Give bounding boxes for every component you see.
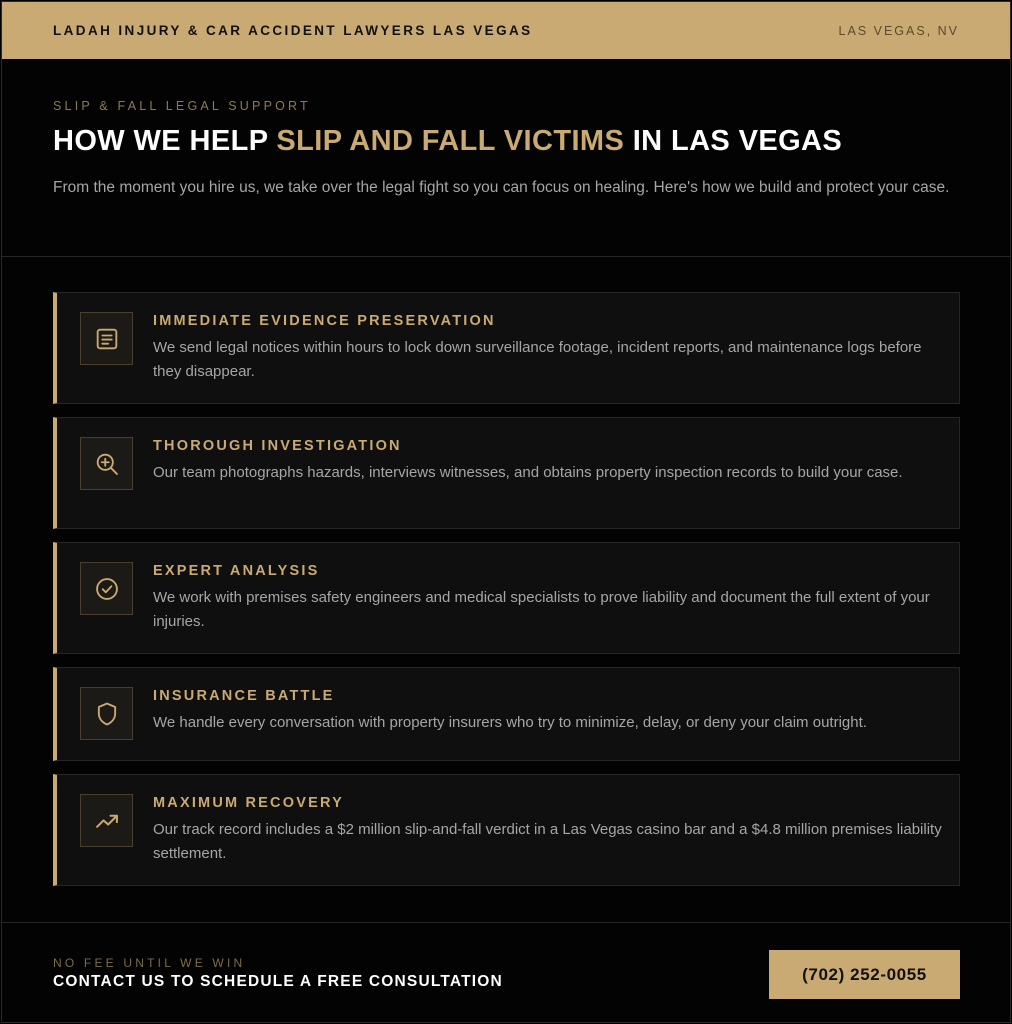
document-icon (80, 312, 133, 365)
step-description: Our team photographs hazards, interviews witnesses, and obtains property inspection records to build your case. (153, 464, 903, 481)
phone-call-button[interactable]: (702) 252-0055 (769, 950, 960, 999)
step-card-investigation (53, 417, 960, 529)
step-card-insurance (53, 667, 960, 761)
shield-icon (80, 687, 133, 740)
step-title: THOROUGH INVESTIGATION (153, 438, 402, 454)
step-title: MAXIMUM RECOVERY (153, 795, 344, 811)
hero-eyebrow: SLIP & FALL LEGAL SUPPORT (53, 99, 311, 113)
step-card-evidence (53, 292, 960, 404)
step-title: EXPERT ANALYSIS (153, 563, 320, 579)
step-description: We work with premises safety engineers and medical specialists to prove liability and document the full extent of your injuries. (153, 589, 930, 630)
magnifier-plus-icon (80, 437, 133, 490)
headline-accent: SLIP AND FALL VICTIMS (276, 125, 625, 157)
step-card-analysis (53, 542, 960, 654)
step-description: We send legal notices within hours to lock down surveillance footage, incident reports, and maintenance logs before they disappear. (153, 339, 922, 380)
step-card-recovery (53, 774, 960, 886)
top-bar (2, 2, 1010, 59)
check-circle-icon (80, 562, 133, 615)
location-label: LAS VEGAS, NV (838, 23, 959, 38)
footer-cta-text: CONTACT US TO SCHEDULE A FREE CONSULTATION (53, 973, 503, 990)
footer-cta-bar (2, 922, 1010, 1022)
footer-eyebrow: NO FEE UNTIL WE WIN (53, 956, 246, 970)
brand-name[interactable]: LADAH INJURY & CAR ACCIDENT LAWYERS LAS VEGAS (53, 23, 533, 38)
hero-section (2, 59, 1010, 257)
headline-suffix: IN LAS VEGAS (624, 125, 843, 157)
headline-prefix: HOW WE HELP (53, 125, 277, 157)
step-description: Our track record includes a $2 million slip-and-fall verdict in a Las Vegas casino bar and a $4.8 million premises liability settlement. (153, 821, 942, 862)
page-title (53, 125, 842, 158)
step-description: We handle every conversation with property insurers who try to minimize, delay, or deny your claim outright. (153, 714, 867, 731)
step-title: IMMEDIATE EVIDENCE PRESERVATION (153, 313, 496, 329)
page-frame (1, 1, 1011, 1023)
trending-up-icon (80, 794, 133, 847)
hero-intro: From the moment you hire us, we take over the legal fight so you can focus on healing. Here's how we build and protect your case. (53, 179, 950, 196)
step-title: INSURANCE BATTLE (153, 688, 335, 704)
